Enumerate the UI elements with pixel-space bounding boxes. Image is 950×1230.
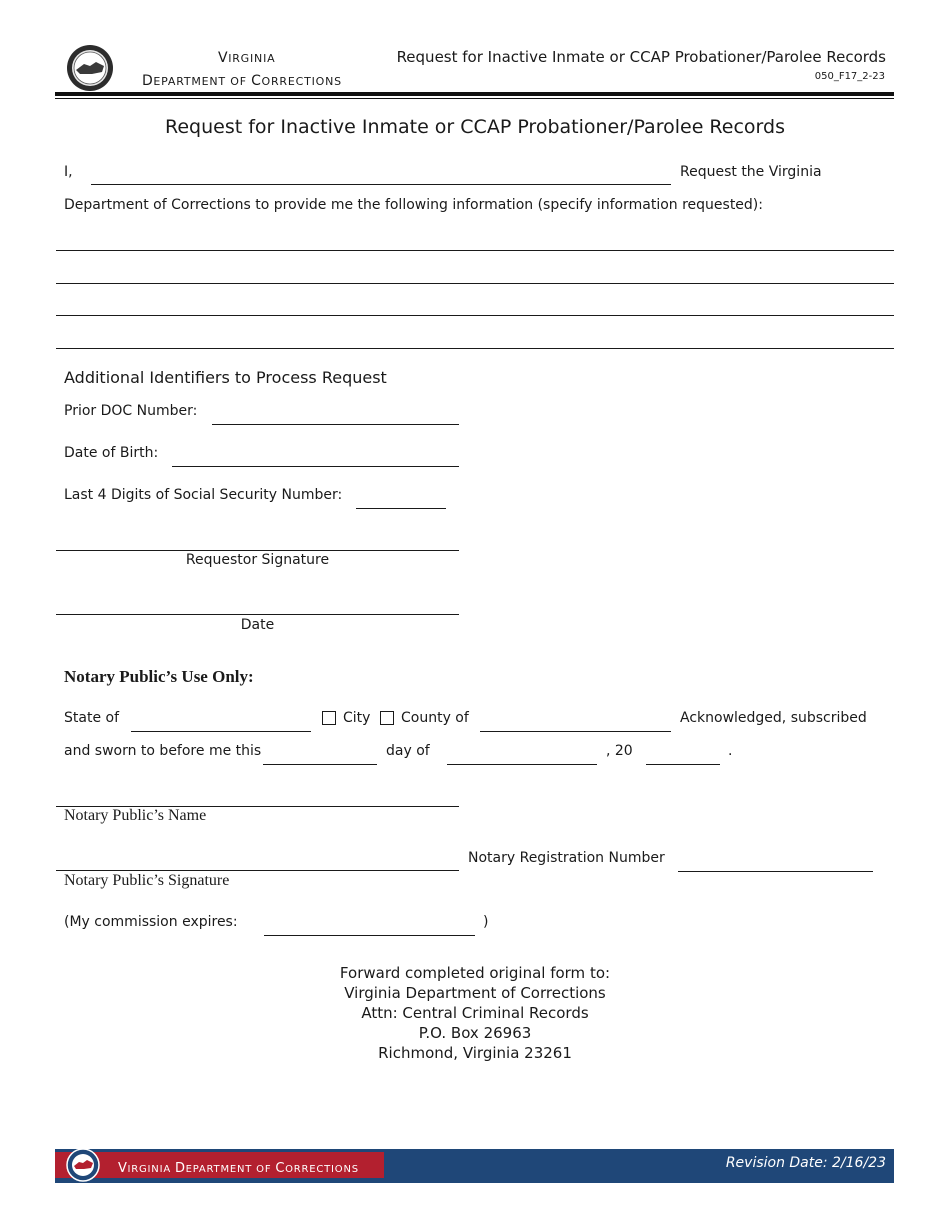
year-field[interactable] xyxy=(646,748,720,765)
footer-agency-name: VIRGINIA DEPARTMENT OF CORRECTIONS xyxy=(118,1161,359,1176)
acknowledged-label: Acknowledged, subscribed xyxy=(680,710,867,726)
ssn-label: Last 4 Digits of Social Security Number: xyxy=(64,487,343,503)
header-rule-thin xyxy=(55,98,894,99)
forward-address xyxy=(0,963,950,1063)
county-of-label: County of xyxy=(401,710,469,726)
requestor-date-label: Date xyxy=(240,617,275,633)
agency-name-line1: VIRGINIA xyxy=(218,50,276,66)
prior-doc-field[interactable] xyxy=(212,408,459,425)
state-of-label: State of xyxy=(64,710,120,726)
notary-name-field[interactable] xyxy=(56,790,459,807)
requestor-date-field[interactable] xyxy=(56,598,459,615)
requester-name-field[interactable] xyxy=(91,168,671,185)
state-field[interactable] xyxy=(131,715,311,732)
information-requested-line-2[interactable] xyxy=(56,267,894,284)
forward-line-3: Attn: Central Criminal Records xyxy=(361,1004,589,1022)
identifiers-heading: Additional Identifiers to Process Request xyxy=(64,368,387,387)
footer-seal-icon xyxy=(66,1148,100,1182)
forward-line-1: Forward completed original form to: xyxy=(339,964,611,982)
dob-field[interactable] xyxy=(172,450,459,467)
city-county-field[interactable] xyxy=(480,715,671,732)
doc-seal-icon xyxy=(66,44,114,92)
dob-label: Date of Birth: xyxy=(64,445,159,461)
ssn-field[interactable] xyxy=(356,492,446,509)
commission-label: (My commission expires: xyxy=(64,914,238,930)
notary-signature-field[interactable] xyxy=(56,854,459,871)
header-rule-thick xyxy=(55,92,894,96)
day-of-label: day of xyxy=(386,743,430,759)
forward-line-4: P.O. Box 26963 xyxy=(418,1024,532,1042)
city-checkbox[interactable] xyxy=(322,711,336,725)
request-the-virginia: Request the Virginia xyxy=(680,164,822,180)
requestor-signature-field[interactable] xyxy=(56,534,459,551)
commission-close-paren: ) xyxy=(483,914,489,930)
year-prefix-label: , 20 xyxy=(606,743,633,759)
requestor-signature-label: Requestor Signature xyxy=(185,552,330,568)
page-title: Request for Inactive Inmate or CCAP Probationer/Parolee Records xyxy=(165,116,785,138)
agency-name-line2: DEPARTMENT OF CORRECTIONS xyxy=(142,73,342,89)
notary-registration-label: Notary Registration Number xyxy=(468,850,665,866)
i-label: I, xyxy=(64,164,73,180)
information-requested-line-1[interactable] xyxy=(56,234,894,251)
revision-date: Revision Date: 2/16/23 xyxy=(725,1155,886,1171)
information-requested-line-3[interactable] xyxy=(56,299,894,316)
notary-signature-label: Notary Public’s Signature xyxy=(64,872,230,889)
county-checkbox[interactable] xyxy=(380,711,394,725)
forward-line-2: Virginia Department of Corrections xyxy=(344,984,606,1002)
commission-expires-field[interactable] xyxy=(264,919,475,936)
information-requested-line-4[interactable] xyxy=(56,332,894,349)
forward-line-5: Richmond, Virginia 23261 xyxy=(378,1044,572,1062)
prior-doc-label: Prior DOC Number: xyxy=(64,403,198,419)
notary-registration-field[interactable] xyxy=(678,855,873,872)
period-label: . xyxy=(728,743,733,759)
notary-name-label: Notary Public’s Name xyxy=(64,807,207,824)
month-field[interactable] xyxy=(447,748,597,765)
city-label: City xyxy=(343,710,371,726)
request-statement: Department of Corrections to provide me the following information (specify information requested): xyxy=(64,197,763,213)
notary-heading: Notary Public’s Use Only: xyxy=(64,667,254,686)
form-code: 050_F17_2-23 xyxy=(814,71,885,82)
header-form-title: Request for Inactive Inmate or CCAP Probationer/Parolee Records xyxy=(396,48,886,66)
sworn-label: and sworn to before me this xyxy=(64,743,262,759)
day-field[interactable] xyxy=(263,748,377,765)
